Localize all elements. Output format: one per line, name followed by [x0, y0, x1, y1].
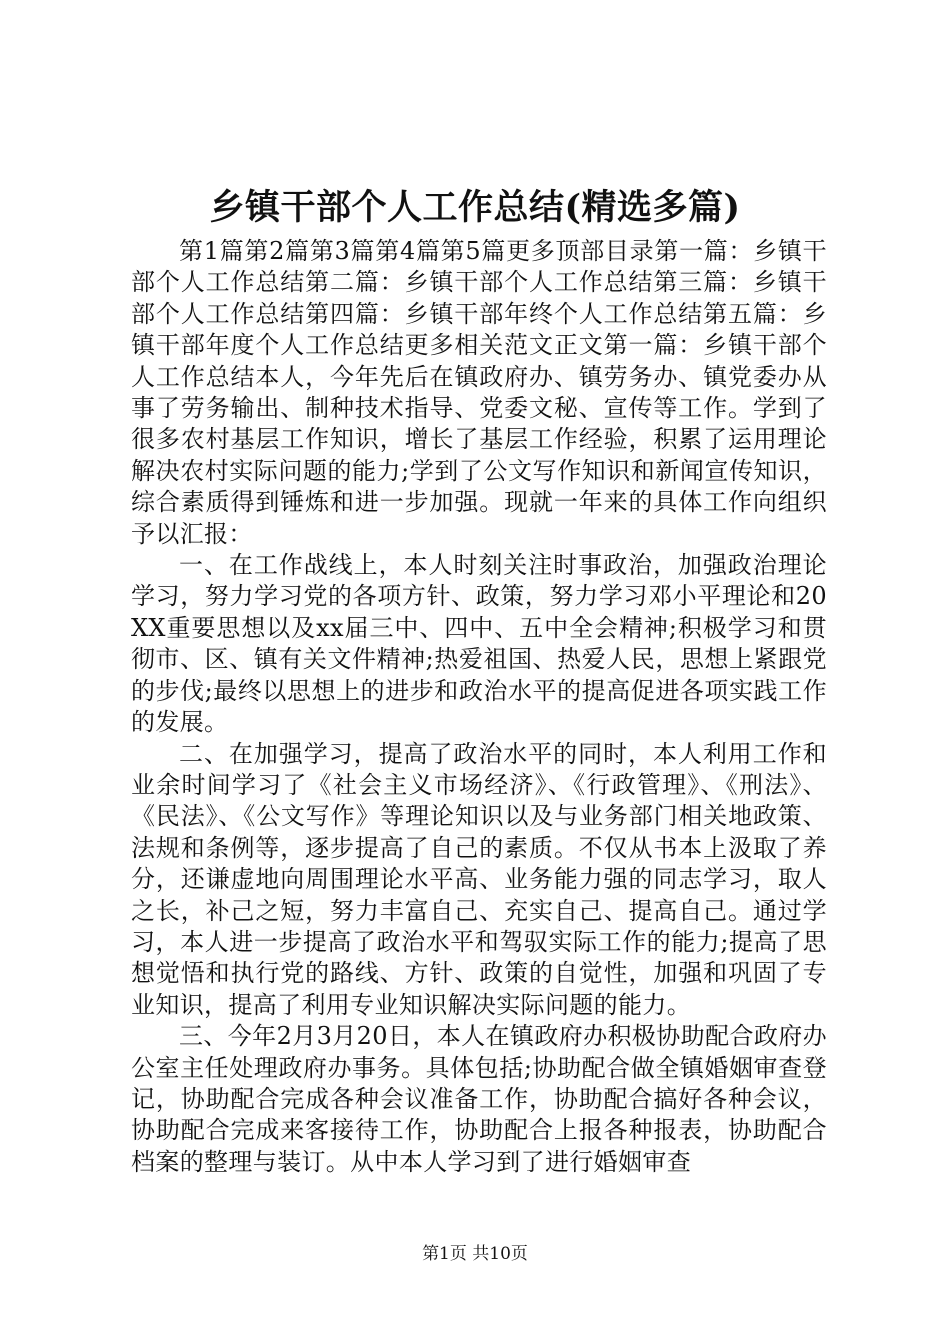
- page-number-footer: 第1页 共10页: [422, 1244, 528, 1264]
- paragraph-section-2: 二、在加强学习，提高了政治水平的同时，本人利用工作和业余时间学习了《社会主义市场经济》、《行政管理》、《刑法》、《民法》、《公文写作》等理论知识以及与业务部门相关地政策、法规和条例等，逐步提高了自己的素质。不仅从书本上汲取了养分，还谦虚地向周围理论水平高、业务能力强的同志学习，取人之长，补己之短，努力丰富自己、充实自己、提高自己。通过学习，本人进一步提高了政治水平和驾驭实际工作的能力;提高了思想觉悟和执行党的路线、方针、政策的自觉性，加强和巩固了专业知识，提高了利用专业知识解决实际问题的能力。: [131, 739, 827, 1019]
- document-body: [131, 236, 827, 1178]
- document-title: 乡镇干部个人工作总结(精选多篇): [209, 187, 741, 228]
- paragraph-intro: 第1篇第2篇第3篇第4篇第5篇更多顶部目录第一篇：乡镇干部个人工作总结第二篇：乡镇干部个人工作总结第三篇：乡镇干部个人工作总结第四篇：乡镇干部年终个人工作总结第五篇：乡镇干部年度个人工作总结更多相关范文正文第一篇：乡镇干部个人工作总结本人，今年先后在镇政府办、镇劳务办、镇党委办从事了劳务输出、制种技术指导、党委文秘、宣传等工作。学到了很多农村基层工作知识，增长了基层工作经验，积累了运用理论解决农村实际问题的能力;学到了公文写作知识和新闻宣传知识，综合素质得到锤炼和进一步加强。现就一年来的具体工作向组织予以汇报：: [131, 237, 827, 548]
- paragraph-section-3: 三、今年2月3月20日，本人在镇政府办积极协助配合政府办公室主任处理政府办事务。具体包括;协助配合做全镇婚姻审查登记，协助配合完成各种会议准备工作，协助配合搞好各种会议，协助配合完成来客接待工作，协助配合上报各种报表，协助配合档案的整理与装订。从中本人学习到了进行婚姻审查: [131, 1022, 827, 1176]
- paragraph-section-1: 一、在工作战线上，本人时刻关注时事政治，加强政治理论学习，努力学习党的各项方针、政策，努力学习邓小平理论和20XX重要思想以及xx届三中、四中、五中全会精神;积极学习和贯彻市、区、镇有关文件精神;热爱祖国、热爱人民，思想上紧跟党的步伐;最终以思想上的进步和政治水平的提高促进各项实践工作的发展。: [131, 551, 827, 737]
